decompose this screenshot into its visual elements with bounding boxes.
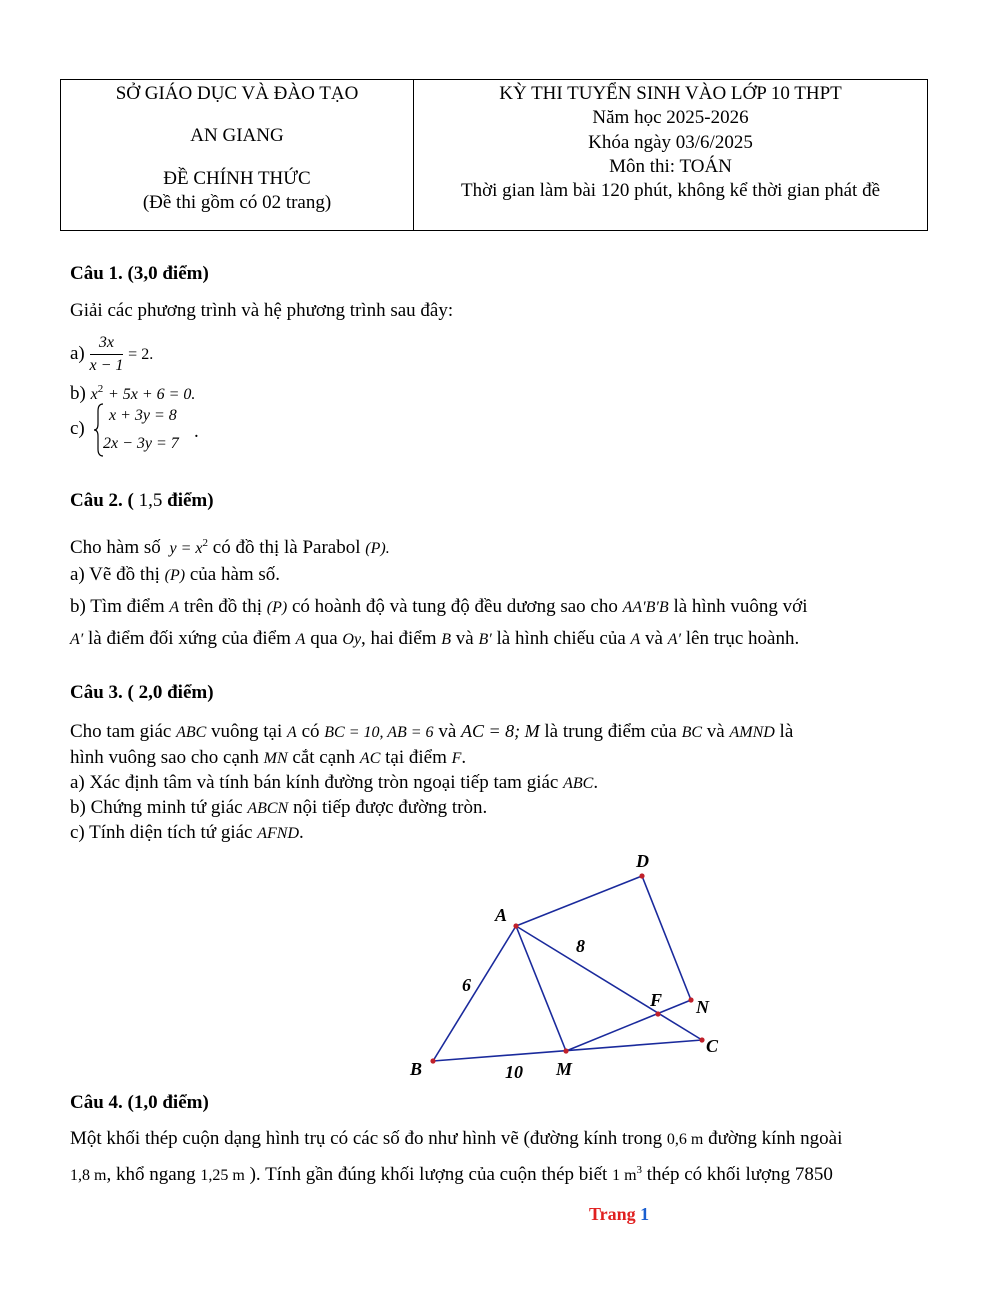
- q2-b-pre: b) Tìm điểm: [70, 596, 165, 617]
- point-c: [699, 1037, 704, 1042]
- segment-ac: [516, 926, 702, 1040]
- q4-l1-end: đường kính ngoài: [708, 1128, 843, 1149]
- q3-l1-abc: ABC: [176, 724, 207, 741]
- q3-line1: [70, 719, 793, 745]
- segment-ad: [516, 876, 642, 926]
- q3-b-abcn: ABCN: [247, 800, 289, 817]
- q3-a-abc: ABC: [563, 775, 594, 792]
- q1-c-eq1: x + 3y = 8: [109, 407, 177, 424]
- label-a: A: [495, 905, 508, 925]
- q3-part-a: [70, 771, 598, 796]
- segment-ab: [433, 926, 516, 1061]
- q3-l1-bc: BC = 10: [324, 724, 380, 741]
- q2-part-a: [70, 563, 280, 588]
- page-count-note: (Đề thi gồm có 02 trang): [142, 192, 332, 213]
- q3-l1-t6: là: [779, 721, 794, 742]
- page-footer: [589, 1204, 649, 1225]
- q4-l2-t1: , khổ ngang: [106, 1164, 196, 1185]
- time-limit: Thời gian làm bài 120 phút, không kể thời gian phát đề: [460, 180, 881, 201]
- point-d: [639, 873, 644, 878]
- q3-l2-t1: cắt cạnh: [292, 747, 356, 768]
- length-bc: 10: [505, 1062, 523, 1082]
- footer-page-number: 1: [640, 1204, 650, 1224]
- q4-l2-t2: ). Tính gần đúng khối lượng của cuộn thép biết: [249, 1164, 608, 1185]
- label-n: N: [696, 997, 709, 1017]
- point-b: [430, 1058, 435, 1063]
- q2-b-parabola: (P): [266, 599, 288, 616]
- q3-c-afnd: AFND: [257, 825, 300, 842]
- q4-inner-diameter: 0,6 m: [666, 1131, 704, 1148]
- q2-intro-pre: Cho hàm số: [70, 537, 161, 558]
- q3-l1-ac: AC = 8; M: [461, 721, 540, 741]
- q2-b2-b: B: [441, 631, 452, 648]
- point-a: [513, 923, 518, 928]
- q3-l1-t4: là trung điểm của: [544, 721, 677, 742]
- q4-outer-diameter: 1,8 m: [70, 1167, 107, 1184]
- exam-date: Khóa ngày 03/6/2025: [588, 132, 753, 153]
- q2-b2-t3: , hai điểm: [361, 628, 437, 649]
- department-name: SỞ GIÁO DỤC VÀ ĐÀO TẠO: [115, 83, 359, 104]
- q3-a-end: .: [593, 772, 599, 793]
- q3-part-c: [70, 821, 304, 846]
- q4-width: 1,25 m: [200, 1167, 245, 1184]
- q1-a-numerator: 3x: [90, 334, 124, 355]
- q2-b2-a-prime: A′: [70, 631, 84, 648]
- q2-b2-a-prime2: A′: [667, 631, 682, 648]
- segment-dn: [642, 876, 691, 1000]
- q3-l2-ac: AC: [359, 750, 381, 767]
- q3-b-end: nội tiếp được đường tròn.: [292, 797, 488, 818]
- q3-l1-t2: có: [301, 721, 320, 742]
- school-year: Năm học 2025-2026: [592, 107, 749, 128]
- length-ab: 6: [462, 975, 471, 995]
- q2-intro-parabola: (P).: [365, 540, 390, 557]
- q3-c-end: .: [299, 822, 304, 843]
- header-left-cell: [61, 80, 414, 230]
- q2-b-mid1: trên đồ thị: [183, 596, 263, 617]
- q2-b2-oy: Oy: [342, 631, 362, 648]
- q2-title-post: điểm): [167, 490, 214, 511]
- q2-b2-t6: và: [645, 628, 663, 649]
- q3-title: Câu 3. ( 2,0 điểm): [70, 682, 214, 703]
- q1-a-label: a): [70, 343, 85, 364]
- q1-part-a: [70, 334, 153, 374]
- q2-b2-t2: qua: [310, 628, 338, 649]
- q1-b-x: x: [90, 386, 98, 403]
- q3-l1-ab: , AB = 6: [379, 724, 434, 741]
- province-name: AN GIANG: [190, 125, 284, 146]
- q2-part-b-line1: [70, 595, 808, 620]
- q3-b-text: b) Chứng minh tứ giác: [70, 797, 243, 818]
- header-right-cell: [414, 80, 927, 230]
- q3-a-text: a) Xác định tâm và tính bán kính đường tròn ngoại tiếp tam giác: [70, 772, 559, 793]
- point-f: [655, 1011, 660, 1016]
- q2-b2-b-prime: B′: [478, 631, 492, 648]
- exam-header-table: [60, 79, 928, 231]
- q2-b2-a: A: [295, 631, 306, 648]
- q2-intro: [70, 531, 390, 561]
- q3-l2-end: .: [461, 747, 467, 768]
- q2-b-point-a: A: [169, 599, 180, 616]
- q4-line2: [70, 1158, 833, 1188]
- q1-a-fraction: [90, 334, 124, 375]
- q4-line1: [70, 1127, 842, 1152]
- subject: Môn thi: TOÁN: [609, 156, 732, 177]
- q4-l2-t3: thép có khối lượng 7850: [646, 1164, 833, 1185]
- q4-volume-unit: 1 m: [612, 1167, 637, 1184]
- segment-am: [516, 926, 566, 1051]
- q3-c-text: c) Tính diện tích tứ giác: [70, 822, 253, 843]
- point-m: [563, 1048, 568, 1053]
- q2-b2-t1: là điểm đối xứng của điểm: [88, 628, 291, 649]
- q1-c-end: .: [194, 421, 199, 442]
- q1-b-rest: + 5x + 6 = 0.: [107, 386, 196, 403]
- q1-a-rhs: = 2.: [128, 346, 154, 363]
- q1-title: Câu 1. (3,0 điểm): [70, 263, 209, 284]
- q2-function-exp: 2: [202, 537, 209, 549]
- segment-mn: [566, 1000, 691, 1051]
- q2-function: y = x: [169, 540, 203, 557]
- exam-title: KỲ THI TUYỂN SINH VÀO LỚP 10 THPT: [499, 83, 842, 104]
- q1-b-exp: 2: [97, 383, 104, 395]
- q2-title: [70, 489, 214, 513]
- q3-l2-mn: MN: [263, 750, 288, 767]
- q3-l1-t1: vuông tại: [211, 721, 283, 742]
- official-label: ĐỀ CHÍNH THỨC: [163, 168, 311, 189]
- q1-intro: Giải các phương trình và hệ phương trình sau đây:: [70, 300, 454, 321]
- q3-line2: [70, 746, 466, 771]
- q3-l1-t5: và: [706, 721, 725, 742]
- q4-volume-exp: 3: [636, 1164, 643, 1176]
- q1-a-denominator: x − 1: [89, 357, 124, 375]
- q3-l2-f: F: [451, 750, 462, 767]
- label-b: B: [410, 1059, 423, 1079]
- footer-page-word: Trang: [589, 1204, 636, 1224]
- q2-part-b-line2: [70, 627, 799, 652]
- q3-l2-pre: hình vuông sao cho cạnh: [70, 747, 259, 768]
- q3-l1-a: A: [287, 724, 297, 741]
- point-n: [688, 997, 693, 1002]
- q2-a-post: của hàm số.: [189, 564, 281, 585]
- q3-part-b: [70, 796, 487, 821]
- q3-l1-bc-seg: BC: [681, 724, 703, 741]
- geometry-figure: [400, 845, 740, 1090]
- label-m: M: [556, 1059, 573, 1079]
- q3-l1-pre: Cho tam giác: [70, 721, 172, 742]
- q1-c-label: c): [70, 418, 85, 439]
- q1-c-eq2: 2x − 3y = 7: [103, 435, 179, 452]
- q2-b-end: là hình vuông với: [673, 596, 808, 617]
- label-c: C: [706, 1036, 719, 1056]
- q2-b2-t7: lên trục hoành.: [685, 628, 800, 649]
- q2-b-square: AA′B′B: [622, 599, 669, 616]
- length-ac: 8: [576, 936, 585, 956]
- q2-a-pre: a) Vẽ đồ thị: [70, 564, 160, 585]
- q2-intro-post: có đồ thị là Parabol: [212, 537, 361, 558]
- q2-b2-a2: A: [630, 631, 641, 648]
- q2-b-mid2: có hoành độ và tung độ đều dương sao cho: [291, 596, 618, 617]
- q1-part-b: [70, 377, 195, 407]
- q2-b2-t4: và: [455, 628, 474, 649]
- q2-title-pre: Câu 2. (: [70, 490, 134, 511]
- q3-l2-t2: tại điểm: [385, 747, 447, 768]
- label-f: F: [650, 990, 663, 1010]
- q3-l1-t3: và: [438, 721, 457, 742]
- label-d: D: [636, 851, 649, 871]
- q2-a-parabola: (P): [164, 567, 186, 584]
- q1-b-label: b): [70, 383, 86, 404]
- q4-title: Câu 4. (1,0 điểm): [70, 1092, 209, 1113]
- q4-l1-text: Một khối thép cuộn dạng hình trụ có các số đo như hình vẽ (đường kính trong: [70, 1128, 663, 1149]
- q2-b2-t5: là hình chiếu của: [496, 628, 626, 649]
- q3-l1-amnd: AMND: [729, 724, 775, 741]
- q2-title-points: 1,5: [138, 490, 163, 511]
